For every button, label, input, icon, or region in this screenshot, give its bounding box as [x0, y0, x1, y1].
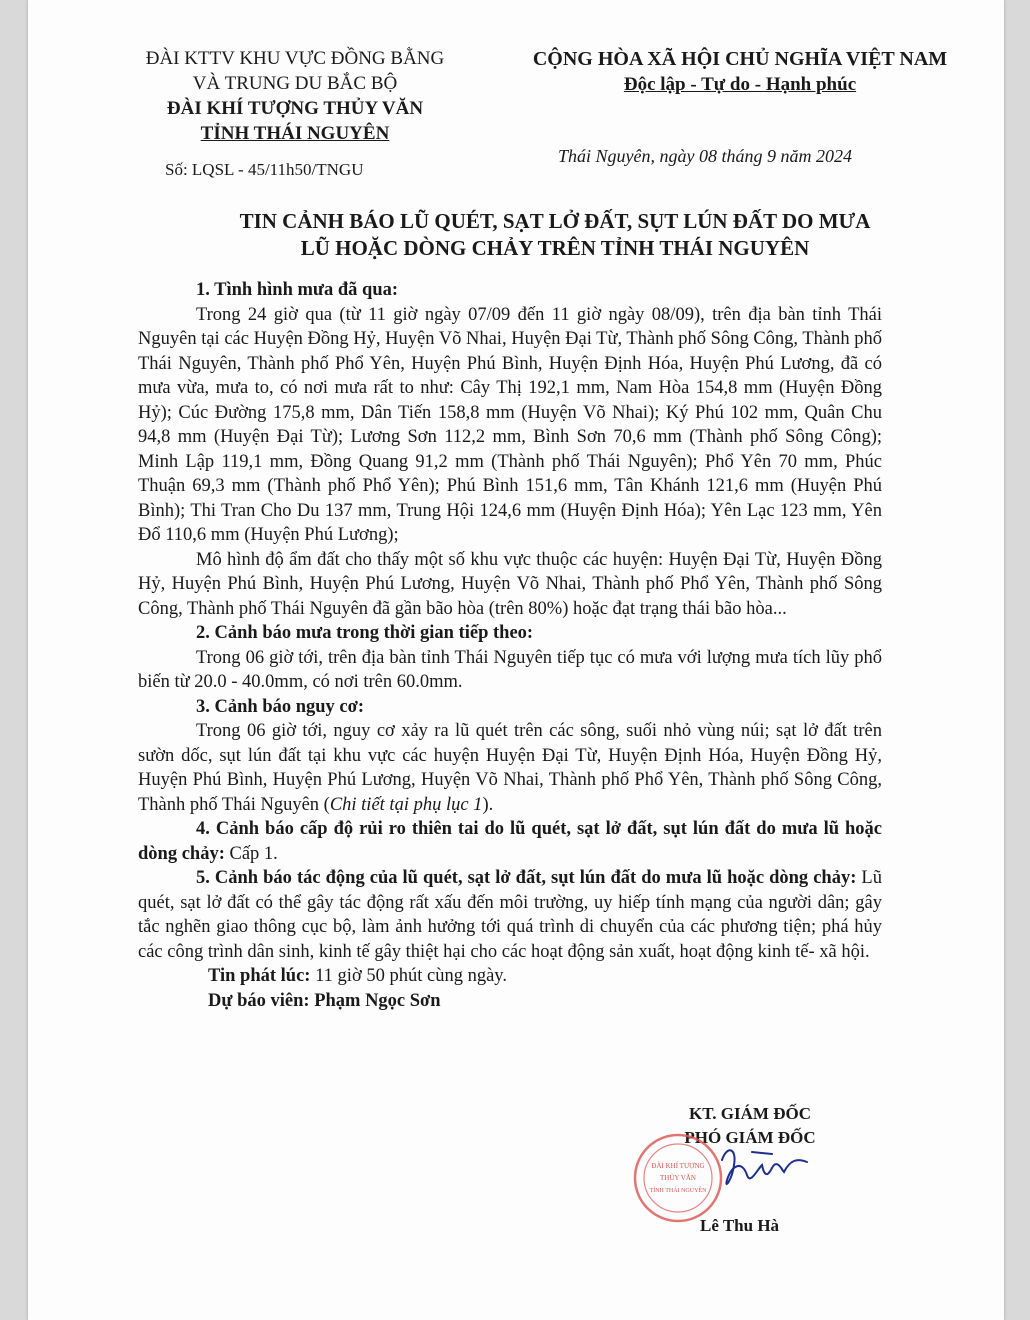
- handwritten-signature: [712, 1140, 822, 1200]
- issued-label: Tin phát lúc:: [208, 966, 311, 986]
- section-4-paragraph: [138, 817, 882, 866]
- agency-line-3: ĐÀI KHÍ TƯỢNG THỦY VĂN: [166, 98, 424, 119]
- section-5-heading: 5. Cảnh báo tác động của lũ quét, sạt lở đất, sụt lún đất do mưa lũ hoặc dòng chảy:: [196, 868, 857, 888]
- signature-line-2: PHÓ GIÁM ĐỐC: [684, 1128, 816, 1147]
- stamp-text-2: THỦY VĂN: [660, 1174, 696, 1182]
- risk-level: Cấp 1.: [224, 843, 278, 864]
- section-1-heading: 1. Tình hình mưa đã qua:: [196, 280, 399, 300]
- forecaster: [138, 989, 882, 1014]
- stamp-text-1: ĐÀI KHÍ TƯỢNG: [651, 1162, 705, 1170]
- section-1-paragraph-1: Trong 24 giờ qua (từ 11 giờ ngày 07/09 đến 11 giờ ngày 08/09), trên địa bàn tỉnh Thái Nguyên tại các Huyện Đồng Hỷ, Huyện Võ Nhai, Huyện Đại Từ, Thành phố Sông Công, Thành phố Thái Nguyên, Thành phố Phổ Yên, Huyện Phú Bình, Huyện Định Hóa, Huyện Phú Lương, đã có mưa vừa, mưa to, có nơi mưa rất to như: Cây Thị 192,1 mm, Nam Hòa 154,8 mm (Huyện Đồng Hỷ); Cúc Đường 175,8 mm, Dân Tiến 158,8 mm (Huyện Võ Nhai); Ký Phú 102 mm, Quân Chu 94,8 mm (Huyện Đại Từ); Lương Sơn 112,2 mm, Bình Sơn 70,6 mm (Thành phố Sông Công); Minh Lập 119,1 mm, Đồng Quang 91,2 mm (Thành phố Thái Nguyên); Phổ Yên 70 mm, Phúc Thuận 69,3 mm (Thành phố Phổ Yên); Phú Bình 151,6 mm, Tân Khánh 121,6 mm (Huyện Phú Bình); Thi Tran Cho Du 137 mm, Trung Hội 124,6 mm (Huyện Định Hóa); Yên Lạc 123 mm, Yên Đổ 110,6 mm (Huyện Phú Lương);: [138, 304, 882, 545]
- section-4-heading: 4. Cảnh báo cấp độ rủi ro thiên tai do lũ quét, sạt lở đất, sụt lún đất do mưa lũ hoặc dòng chảy:: [138, 819, 882, 864]
- section-3-heading: 3. Cảnh báo nguy cơ:: [196, 696, 365, 717]
- national-motto: Độc lập - Tự do - Hạnh phúc: [623, 74, 857, 95]
- title-line-2: LŨ HOẶC DÒNG CHẢY TRÊN TỈNH THÁI NGUYÊN: [300, 236, 810, 260]
- republic-name: CỘNG HÒA XÃ HỘI CHỦ NGHĨA VIỆT NAM: [532, 48, 948, 70]
- stamp-text-3: TỈNH THÁI NGUYÊN: [649, 1188, 707, 1194]
- section-3-text: Trong 06 giờ tới, nguy cơ xảy ra lũ quét trên các sông, suối nhỏ vùng núi; sạt lở đất trên sườn dốc, sụt lún đất tại khu vực các huyện Huyện Đại Từ, Huyện Định Hóa, Huyện Đồng Hỷ, Huyện Phú Bình, Huyện Phú Lương, Huyện Võ Nhai, Thành phố Phổ Yên, Thành phố Sông Công, Thành phố Thái Nguyên (: [138, 721, 882, 815]
- agency-line-4: TỈNH THÁI NGUYÊN: [200, 123, 390, 144]
- agency-line-1: ĐÀI KTTV KHU VỰC ĐỒNG BẰNG: [145, 48, 445, 69]
- forecaster-value: Phạm Ngọc Sơn: [309, 990, 441, 1011]
- issued-time: [138, 964, 882, 989]
- section-3-paragraph: [138, 719, 882, 817]
- section-2-heading: 2. Cảnh báo mưa trong thời gian tiếp theo:: [196, 623, 534, 643]
- official-stamp: [632, 1132, 724, 1224]
- section-5-text: Lũ quét, sạt lở đất có thể gây tác động rất xấu đến môi trường, uy hiếp tính mạng của người dân; gây tắc nghẽn giao thông cục bộ, làm ảnh hưởng tới quá trình di chuyển của các phương tiện; phá hủy các công trình dân sinh, kinh tế gây thiệt hại cho các hoạt động sản xuất, hoạt động kinh tế- xã hội.: [138, 868, 882, 962]
- section-5-paragraph: [138, 866, 882, 964]
- section-3-end: ).: [482, 794, 494, 815]
- appendix-reference: Chi tiết tại phụ lục 1: [329, 794, 483, 815]
- signer-name: Lê Thu Hà: [700, 1216, 780, 1235]
- document-date: Thái Nguyên, ngày 08 tháng 9 năm 2024: [558, 146, 852, 166]
- section-1-paragraph-2: Mô hình độ ẩm đất cho thấy một số khu vực thuộc các huyện: Huyện Đại Từ, Huyện Đồng Hỷ, Huyện Phú Bình, Huyện Phú Lương, Huyện Võ Nhai, Thành phố Phổ Yên, Thành phố Sông Công, Thành phố Thái Nguyên đã gần bão hòa (trên 80%) hoặc đạt trạng thái bão hòa...: [138, 549, 882, 619]
- issuing-agency: [110, 46, 480, 146]
- forecaster-label: Dự báo viên:: [208, 990, 310, 1011]
- title-line-1: TIN CẢNH BÁO LŨ QUÉT, SẠT LỞ ĐẤT, SỤT LÚN ĐẤT DO MƯA: [239, 209, 871, 233]
- national-heading: [500, 46, 980, 98]
- section-2-paragraph: Trong 06 giờ tới, trên địa bàn tỉnh Thái Nguyên tiếp tục có mưa với lượng mưa tích lũy phổ biến từ 20.0 - 40.0mm, có nơi trên 60.0mm.: [138, 647, 882, 692]
- document-title: [150, 208, 960, 262]
- document-body: [138, 278, 882, 1013]
- document-number: Số: LQSL - 45/11h50/TNGU: [165, 160, 364, 179]
- agency-line-2: VÀ TRUNG DU BẮC BỘ: [192, 73, 398, 94]
- signature-line-1: KT. GIÁM ĐỐC: [689, 1104, 811, 1123]
- issued-value: 11 giờ 50 phút cùng ngày.: [310, 966, 507, 986]
